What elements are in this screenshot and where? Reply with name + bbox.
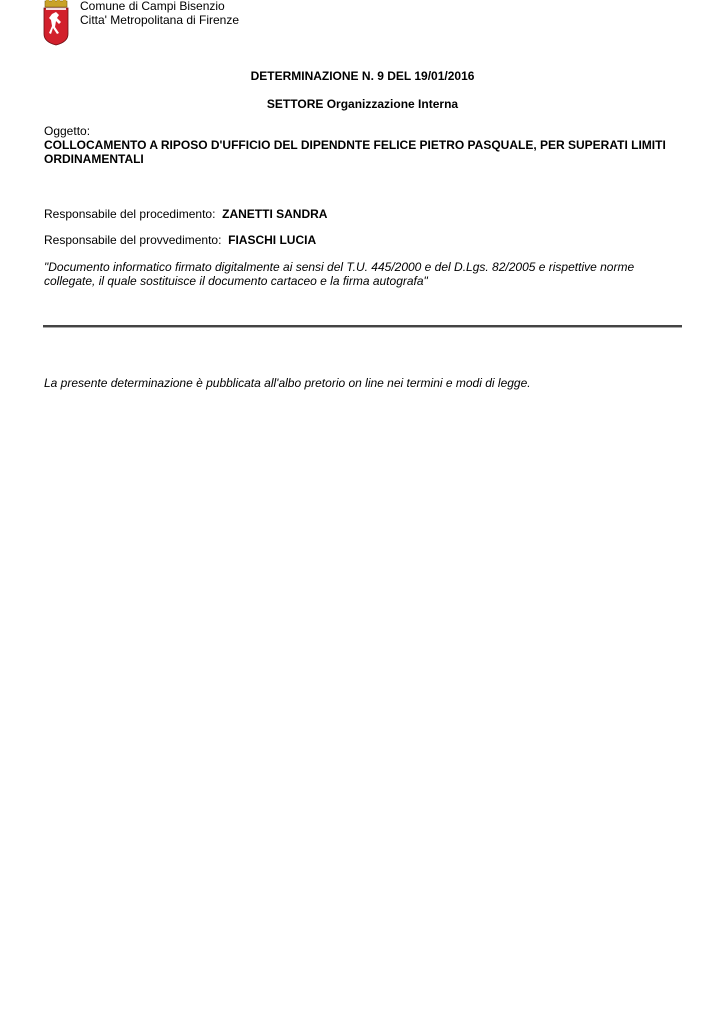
subject-text: COLLOCAMENTO A RIPOSO D'UFFICIO DEL DIPENDNTE FELICE PIETRO PASQUALE, PER SUPERATI LIMITI ORDINAMENTALI	[44, 138, 666, 166]
procedure-responsible-name: ZANETTI SANDRA	[222, 207, 328, 221]
subject-label: Oggetto:	[44, 124, 91, 138]
digital-signature-note: "Documento informatico firmato digitalmente ai sensi del T.U. 445/2000 e del D.Lgs. 82/2005 e rispettive norme collegate, il quale sostituisce il documento cartaceo e la firma autografa"	[44, 260, 635, 288]
procedure-responsible	[44, 207, 684, 221]
section-divider	[43, 325, 682, 328]
publication-note: La presente determinazione è pubblicata all'albo pretorio on line nei termini e modi di legge.	[44, 376, 531, 390]
measure-responsible	[44, 233, 684, 247]
measure-responsible-name: FIASCHI LUCIA	[228, 233, 317, 247]
metro-city-name: Citta' Metropolitana di Firenze	[80, 13, 240, 27]
determination-sector: SETTORE Organizzazione Interna	[266, 97, 459, 111]
municipality-name: Comune di Campi Bisenzio	[80, 0, 225, 13]
procedure-responsible-label: Responsabile del procedimento:	[44, 207, 216, 221]
determination-title: DETERMINAZIONE N. 9 DEL 19/01/2016	[250, 69, 475, 83]
measure-responsible-label: Responsabile del provvedimento:	[44, 233, 222, 247]
municipal-crest-icon	[42, 0, 70, 46]
